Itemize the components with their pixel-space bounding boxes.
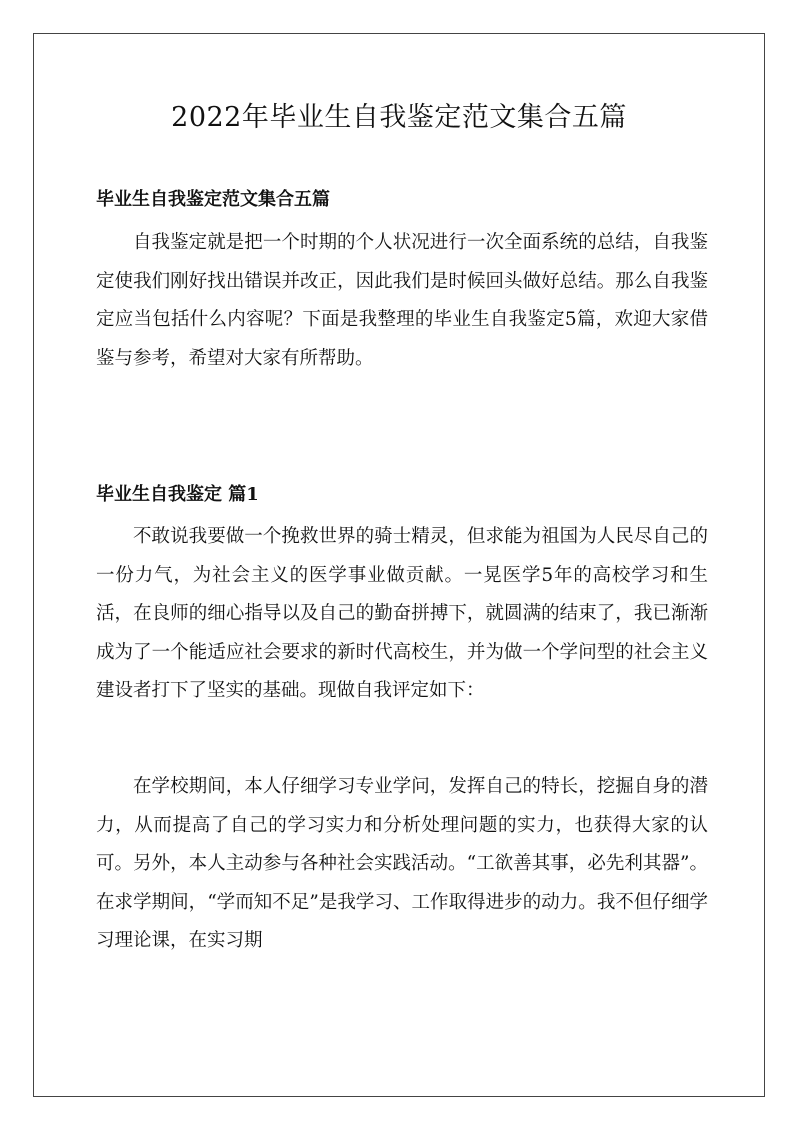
section-1-paragraph-1: 不敢说我要做一个挽救世界的骑士精灵，但求能为祖国为人民尽自己的一份力气，为社会主义的医学事业做贡献。一晃医学5年的高校学习和生活，在良师的细心指导以及自己的勤奋拼搏下，就圆满的结束了，我已渐渐成为了一个能适应社会要求的新时代高校生，并为做一个学问型的社会主义建设者打下了坚实的基础。现做自我评定如下： [96, 526, 708, 702]
intro-heading: 毕业生自我鉴定范文集合五篇 [96, 189, 330, 210]
intro-paragraph: 自我鉴定就是把一个时期的个人状况进行一次全面系统的总结，自我鉴定使我们刚好找出错误并改正，因此我们是时候回头做好总结。那么自我鉴定应当包括什么内容呢？下面是我整理的毕业生自我鉴定5篇，欢迎大家借鉴与参考，希望对大家有所帮助。 [96, 232, 708, 369]
section-1-heading: 毕业生自我鉴定 篇1 [96, 484, 259, 505]
document-title: 2022年毕业生自我鉴定范文集合五篇 [171, 102, 627, 133]
section-1-paragraph-2: 在学校期间，本人仔细学习专业学问，发挥自己的特长，挖掘自身的潜力，从而提高了自己的学习实力和分析处理问题的实力，也获得大家的认可。另外，本人主动参与各种社会实践活动。“工欲善其事，必先利其器”。在求学期间，“学而知不足”是我学习、工作取得进步的动力。我不但仔细学习理论课，在实习期 [96, 776, 708, 952]
